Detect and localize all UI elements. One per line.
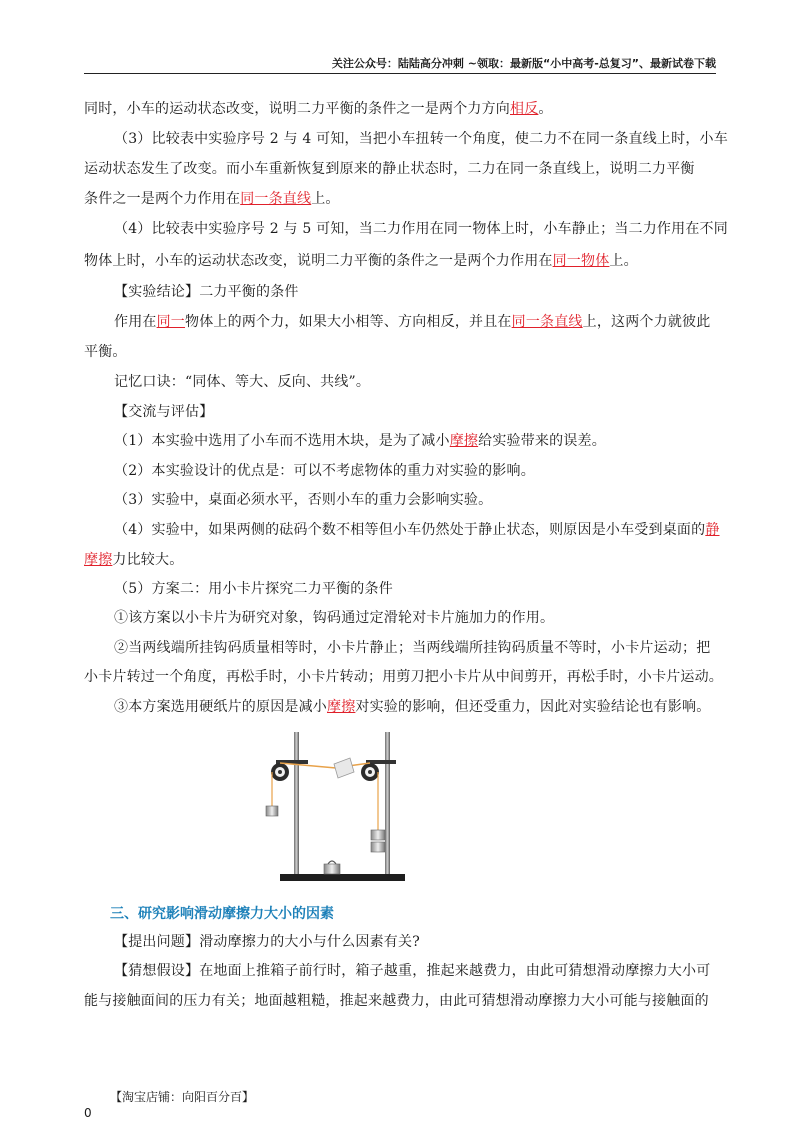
- text-line: 条件之一是两个力作用在同一条直线上。: [84, 191, 340, 207]
- left-weight: [266, 806, 278, 816]
- answer-blank: 同一: [156, 314, 186, 330]
- text-line: 摩擦力比较大。: [84, 552, 184, 568]
- text-line: ③本方案选用硬纸片的原因是减小摩擦对实验的影响，但还受重力，因此对实验结论也有影响。: [114, 699, 711, 715]
- text-line: 运动状态发生了改变。而小车重新恢复到原来的静止状态时，二力在同一条直线上，说明二力平衡: [84, 161, 695, 177]
- text-line: （3）实验中，桌面必须水平，否则小车的重力会影响实验。: [114, 492, 493, 508]
- answer-blank: 摩擦: [449, 433, 479, 449]
- answer-blank: 同一物体: [552, 253, 610, 269]
- answer-blank: 摩擦: [327, 699, 356, 715]
- paper-card: [334, 758, 354, 778]
- text-line: （5）方案二：用小卡片探究二力平衡的条件: [114, 581, 393, 597]
- section-heading: 【交流与评估】: [114, 404, 214, 420]
- text-line: （4）实验中，如果两侧的砝码个数不相等但小车仍然处于静止状态，则原因是小车受到桌面的静: [114, 522, 720, 538]
- text-line: （4）比较表中实验序号 2 与 5 可知，当二力作用在同一物体上时，小车静止；当二力作用在不同: [114, 221, 728, 237]
- text-line: 同时，小车的运动状态改变，说明二力平衡的条件之一是两个力方向相反。: [84, 101, 553, 117]
- header-rule: [84, 73, 716, 74]
- answer-blank: 同一条直线: [240, 191, 312, 207]
- section-3-title: 三、研究影响滑动摩擦力大小的因素: [110, 906, 334, 922]
- right-weight-bottom: [371, 842, 385, 852]
- text-line: ②当两线端所挂钩码质量相等时，小卡片静止；当两线端所挂钩码质量不等时，小卡片运动；把: [114, 640, 711, 656]
- text-line: 【猜想假设】在地面上推箱子前行时，箱子越重，推起来越费力，由此可猜想滑动摩擦力大小可: [114, 963, 711, 979]
- text-line: 记忆口诀：“同体、等大、反向、共线”。: [114, 374, 371, 390]
- text-line: 物体上时，小车的运动状态改变，说明二力平衡的条件之一是两个力作用在同一物体上。: [84, 253, 638, 269]
- text-line: （1）本实验中选用了小车而不选用木块，是为了减小摩擦给实验带来的误差。: [114, 433, 606, 449]
- text-line: 平衡。: [84, 344, 127, 360]
- answer-blank: 摩擦: [84, 552, 113, 568]
- page-number: 0: [84, 1106, 92, 1120]
- right-pole: [385, 732, 390, 874]
- left-pole: [294, 732, 299, 874]
- spare-weight: [324, 864, 340, 874]
- text-line: （3）比较表中实验序号 2 与 4 可知，当把小车扭转一个角度，使二力不在同一条直线上时，小车: [114, 131, 728, 147]
- text-line: 小卡片转过一个角度，再松手时，小卡片转动；用剪刀把小卡片从中间剪开，再松手时，小卡片运动。: [84, 669, 723, 685]
- text-line: 【提出问题】滑动摩擦力的大小与什么因素有关?: [114, 934, 420, 950]
- text-line: 能与接触面间的压力有关；地面越粗糙，推起来越费力，由此可猜想滑动摩擦力大小可能与接触面的: [84, 993, 709, 1009]
- base-plate: [280, 874, 405, 881]
- apparatus-svg: [262, 728, 408, 888]
- section-heading: 【实验结论】二力平衡的条件: [114, 284, 299, 300]
- text-line: 作用在同一物体上的两个力，如果大小相等、方向相反，并且在同一条直线上，这两个力就彼此: [114, 314, 711, 330]
- shop-footer: 【淘宝店铺：向阳百分百】: [110, 1090, 255, 1104]
- right-weight-top: [371, 830, 385, 840]
- text-line: （2）本实验设计的优点是：可以不考虑物体的重力对实验的影响。: [114, 463, 535, 479]
- answer-blank: 静: [705, 522, 720, 538]
- answer-blank: 相反: [510, 101, 539, 117]
- text-line: ①该方案以小卡片为研究对象，钩码通过定滑轮对卡片施加力的作用。: [114, 610, 555, 626]
- pulley-apparatus-illustration: [262, 728, 408, 888]
- page-header: 关注公众号：陆陆高分冲刺 ~领取：最新版“小中高考-总复习”、最新试卷下载: [331, 57, 716, 70]
- answer-blank: 同一条直线: [511, 314, 583, 330]
